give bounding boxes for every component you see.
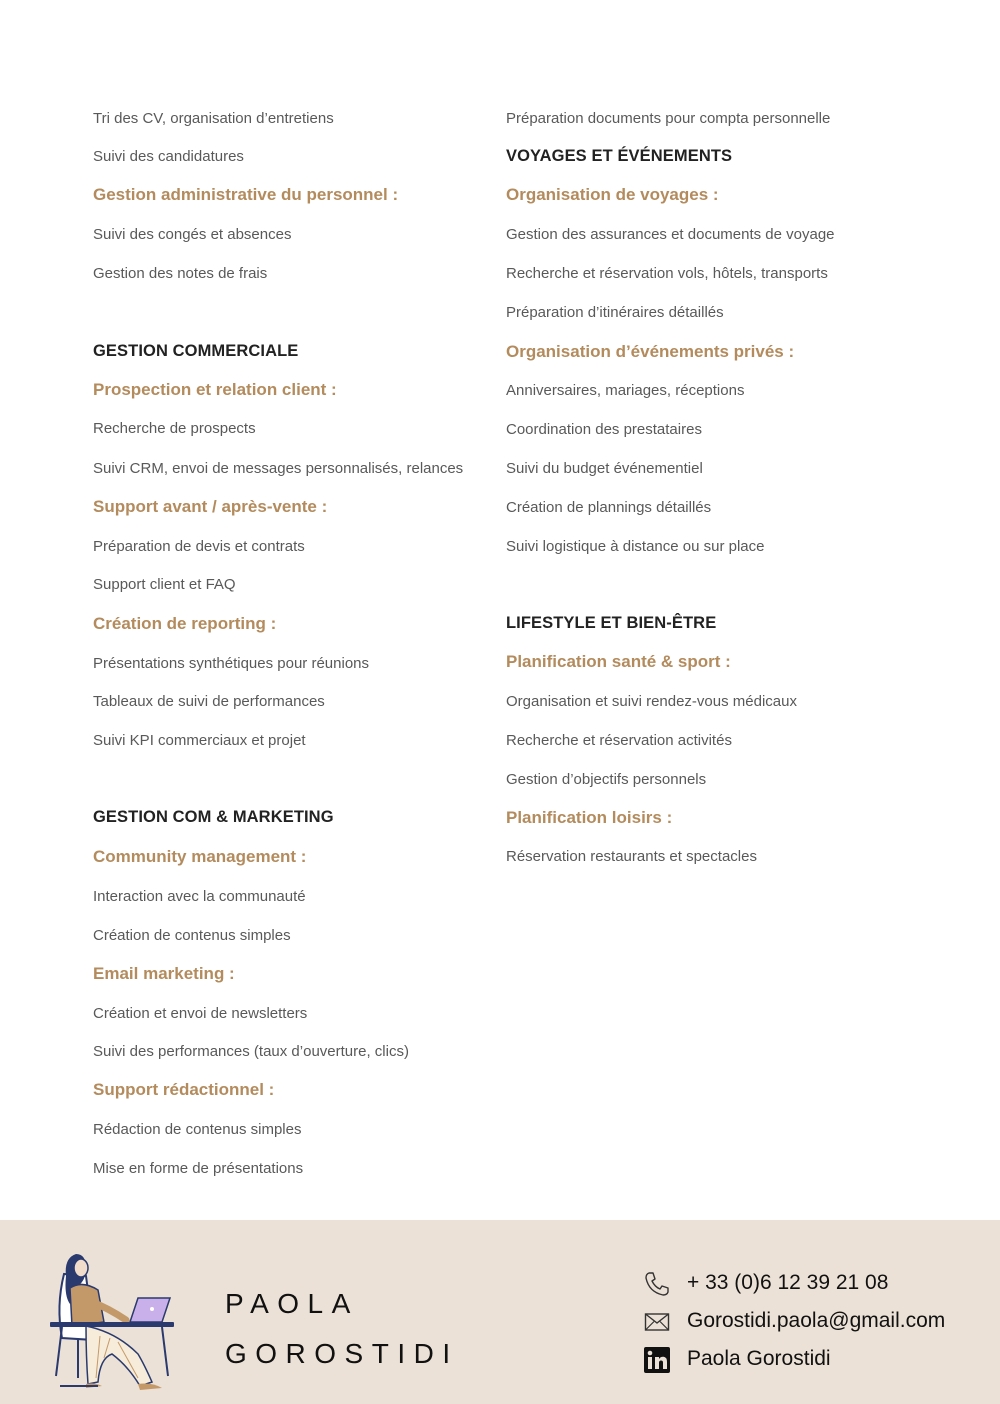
list-item: Anniversaires, mariages, réceptions xyxy=(506,382,745,399)
list-item: Suivi du budget événementiel xyxy=(506,460,703,477)
list-item: Suivi des performances (taux d’ouverture, clics) xyxy=(93,1043,409,1060)
list-item: Coordination des prestataires xyxy=(506,421,702,438)
list-item: Interaction avec la communauté xyxy=(93,888,306,905)
envelope-icon xyxy=(643,1308,671,1336)
list-item: Suivi KPI commerciaux et projet xyxy=(93,732,306,749)
subsection-title-voyages: Organisation de voyages : xyxy=(506,185,719,204)
linkedin-name: Paola Gorostidi xyxy=(687,1347,831,1370)
list-item: Création de contenus simples xyxy=(93,927,291,944)
list-item: Suivi des congés et absences xyxy=(93,226,292,243)
woman-laptop-illustration xyxy=(42,1246,187,1396)
list-item: Préparation d’itinéraires détaillés xyxy=(506,304,724,321)
subsection-title-events: Organisation d’événements privés : xyxy=(506,342,795,361)
list-item: Recherche et réservation vols, hôtels, transports xyxy=(506,265,828,282)
list-item: Gestion des notes de frais xyxy=(93,265,268,282)
list-item: Gestion des assurances et documents de voyage xyxy=(506,226,835,243)
list-item: Suivi des candidatures xyxy=(93,148,244,165)
list-item: Recherche et réservation activités xyxy=(506,732,732,749)
subsection-title-community: Community management : xyxy=(93,847,307,866)
last-name: GOROSTIDI xyxy=(225,1338,459,1369)
subsection-title-redaction: Support rédactionnel : xyxy=(93,1080,275,1099)
list-item: Organisation et suivi rendez-vous médicaux xyxy=(506,693,797,710)
linkedin-icon xyxy=(643,1346,671,1374)
subsection-title-support: Support avant / après-vente : xyxy=(93,497,328,516)
footer-band xyxy=(0,1220,1000,1404)
first-name: PAOLA xyxy=(225,1288,359,1319)
subsection-title-email: Email marketing : xyxy=(93,964,235,983)
list-item: Création et envoi de newsletters xyxy=(93,1005,308,1022)
section-heading-marketing: GESTION COM & MARKETING xyxy=(93,808,334,826)
list-item: Création de plannings détaillés xyxy=(506,499,712,516)
subsection-title-sante: Planification santé & sport : xyxy=(506,652,731,671)
list-item: Préparation de devis et contrats xyxy=(93,538,305,555)
list-item: Tableaux de suivi de performances xyxy=(93,693,325,710)
list-item: Recherche de prospects xyxy=(93,420,256,437)
phone-number: + 33 (0)6 12 39 21 08 xyxy=(687,1271,889,1294)
subsection-title-prospection: Prospection et relation client : xyxy=(93,380,337,399)
list-item: Rédaction de contenus simples xyxy=(93,1121,302,1138)
subsection-title-admin: Gestion administrative du personnel : xyxy=(93,185,399,204)
section-heading-lifestyle: LIFESTYLE ET BIEN-ÊTRE xyxy=(506,614,717,632)
email-address: Gorostidi.paola@gmail.com xyxy=(687,1309,946,1332)
list-item: Gestion d’objectifs personnels xyxy=(506,771,707,788)
list-item: Présentations synthétiques pour réunions xyxy=(93,655,370,672)
section-heading-voyages: VOYAGES ET ÉVÉNEMENTS xyxy=(506,147,733,165)
list-item: Suivi CRM, envoi de messages personnalisés, relances xyxy=(93,460,464,477)
list-item: Support client et FAQ xyxy=(93,576,236,593)
phone-icon xyxy=(643,1270,671,1298)
subsection-title-loisirs: Planification loisirs : xyxy=(506,808,673,827)
list-item: Mise en forme de présentations xyxy=(93,1160,304,1177)
list-item: Tri des CV, organisation d’entretiens xyxy=(93,110,334,127)
list-item: Préparation documents pour compta personnelle xyxy=(506,110,831,127)
list-item: Suivi logistique à distance ou sur place xyxy=(506,538,765,555)
list-item: Réservation restaurants et spectacles xyxy=(506,848,757,865)
subsection-title-reporting: Création de reporting : xyxy=(93,614,277,633)
section-heading-commercial: GESTION COMMERCIALE xyxy=(93,342,299,360)
